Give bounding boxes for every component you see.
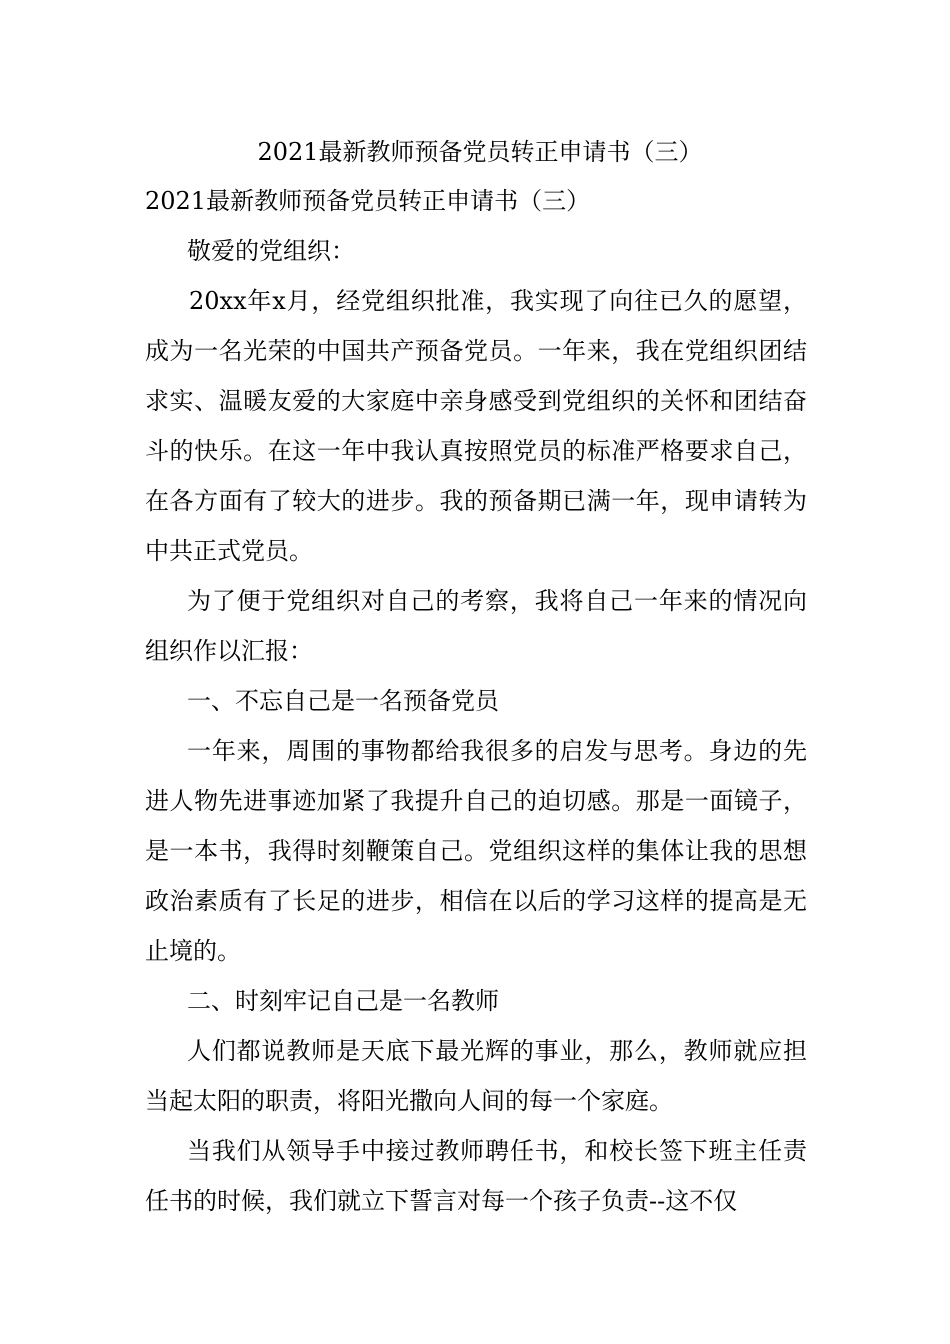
- document-body: [145, 128, 807, 1226]
- paragraph: 为了便于党组织对自己的考察，我将自己一年来的情况向组织作以汇报：: [145, 587, 807, 665]
- salutation: 敬爱的党组织：: [187, 237, 355, 265]
- section-heading: 二、时刻牢记自己是一名教师: [187, 987, 499, 1015]
- paragraph: 当我们从领导手中接过教师聘任书，和校长签下班主任责任书的时候，我们就立下誓言对每一个孩子负责--这不仅: [145, 1137, 807, 1215]
- paragraph: 人们都说教师是天底下最光辉的事业，那么，教师就应担当起太阳的职责，将阳光撒向人间的每一个家庭。: [145, 1037, 807, 1115]
- document-subtitle: 2021最新教师预备党员转正申请书（三）: [145, 187, 591, 215]
- paragraph: 20xx年x月，经党组织批准，我实现了向往已久的愿望，成为一名光荣的中国共产预备党员。一年来，我在党组织团结求实、温暖友爱的大家庭中亲身感受到党组织的关怀和团结奋斗的快乐。在这一年中我认真按照党员的标准严格要求自己，在各方面有了较大的进步。我的预备期已满一年，现申请转为中共正式党员。: [145, 287, 807, 565]
- section-heading: 一、不忘自己是一名预备党员: [187, 687, 499, 715]
- document-title: 2021最新教师预备党员转正申请书（三）: [257, 138, 703, 166]
- paragraph: 一年来，周围的事物都给我很多的启发与思考。身边的先进人物先进事迹加紧了我提升自己的迫切感。那是一面镜子，是一本书，我得时刻鞭策自己。党组织这样的集体让我的思想政治素质有了长足的进步，相信在以后的学习这样的提高是无止境的。: [145, 737, 807, 965]
